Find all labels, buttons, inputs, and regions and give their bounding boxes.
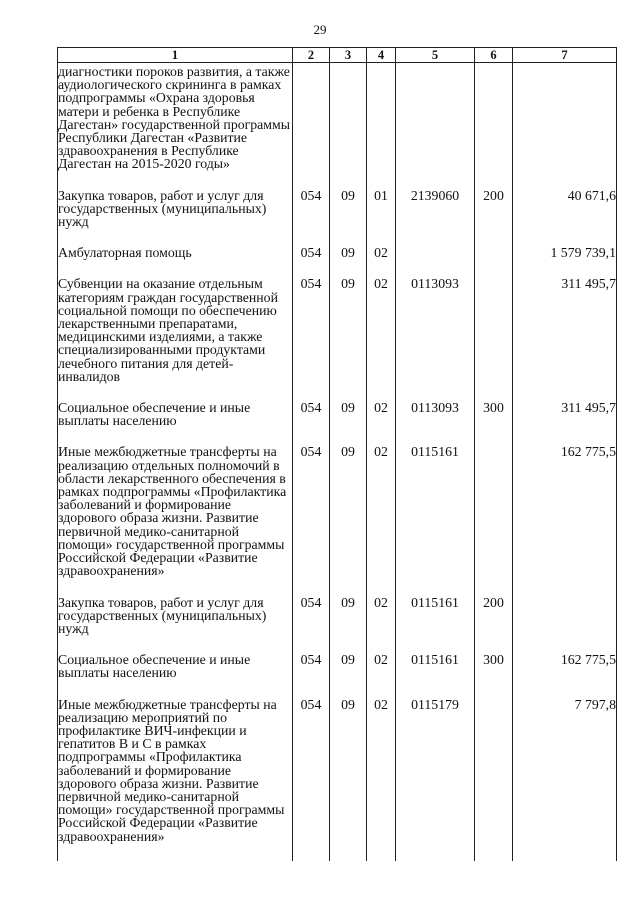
subsection-code: 02 bbox=[367, 401, 396, 445]
subsection-code bbox=[367, 63, 396, 189]
section-code: 09 bbox=[330, 596, 367, 654]
table-row bbox=[58, 401, 617, 445]
target-item-code: 0113093 bbox=[396, 277, 475, 401]
subsection-code: 02 bbox=[367, 653, 396, 697]
ministry-code: 054 bbox=[293, 698, 330, 861]
target-item-code: 2139060 bbox=[396, 189, 475, 247]
target-item-code: 0115161 bbox=[396, 596, 475, 654]
ministry-code bbox=[293, 63, 330, 189]
budget-table bbox=[57, 47, 617, 861]
subsection-code: 02 bbox=[367, 246, 396, 277]
amount: 7 797,8 bbox=[513, 698, 617, 861]
item-name: Иные межбюджетные трансферты на реализацию мероприятий по профилактике ВИЧ-инфекции и гепатитов B и C в рамках подпрограммы «Профилактика заболеваний и формирование здорового образа жизни. Развитие первичной медико-санитарной помощи» государственной программы Российской Федерации «Развитие здравоохранения» bbox=[58, 698, 293, 861]
column-header: 1 bbox=[58, 48, 293, 63]
expense-type-code: 300 bbox=[475, 653, 513, 697]
section-code bbox=[330, 63, 367, 189]
expense-type-code: 200 bbox=[475, 596, 513, 654]
ministry-code: 054 bbox=[293, 653, 330, 697]
expense-type-code: 200 bbox=[475, 189, 513, 247]
column-header: 7 bbox=[513, 48, 617, 63]
section-code: 09 bbox=[330, 401, 367, 445]
item-name: Социальное обеспечение и иные выплаты населению bbox=[58, 653, 293, 697]
subsection-code: 02 bbox=[367, 698, 396, 861]
amount: 162 775,5 bbox=[513, 445, 617, 595]
section-code: 09 bbox=[330, 189, 367, 247]
column-header: 4 bbox=[367, 48, 396, 63]
section-code: 09 bbox=[330, 445, 367, 595]
item-name: Социальное обеспечение и иные выплаты населению bbox=[58, 401, 293, 445]
ministry-code: 054 bbox=[293, 246, 330, 277]
subsection-code: 02 bbox=[367, 596, 396, 654]
table-row bbox=[58, 246, 617, 277]
expense-type-code bbox=[475, 277, 513, 401]
section-code: 09 bbox=[330, 698, 367, 861]
ministry-code: 054 bbox=[293, 596, 330, 654]
item-name: Иные межбюджетные трансферты на реализацию отдельных полномочий в области лекарственного обеспечения в рамках подпрограммы «Профилактика заболеваний и формирование здорового образа жизни. Развитие первичной медико-санитарной помощи» государственной программы Российской Федерации «Развитие здравоохранения» bbox=[58, 445, 293, 595]
target-item-code: 0115179 bbox=[396, 698, 475, 861]
amount: 40 671,6 bbox=[513, 189, 617, 247]
table-row bbox=[58, 596, 617, 654]
amount: 1 579 739,1 bbox=[513, 246, 617, 277]
ministry-code: 054 bbox=[293, 445, 330, 595]
table-row bbox=[58, 189, 617, 247]
amount: 162 775,5 bbox=[513, 653, 617, 697]
subsection-code: 01 bbox=[367, 189, 396, 247]
column-header: 5 bbox=[396, 48, 475, 63]
expense-type-code: 300 bbox=[475, 401, 513, 445]
section-code: 09 bbox=[330, 277, 367, 401]
page-number: 29 bbox=[313, 22, 327, 37]
target-item-code bbox=[396, 246, 475, 277]
target-item-code: 0115161 bbox=[396, 653, 475, 697]
ministry-code: 054 bbox=[293, 401, 330, 445]
table-row bbox=[58, 653, 617, 697]
amount bbox=[513, 596, 617, 654]
column-header: 2 bbox=[293, 48, 330, 63]
expense-type-code bbox=[475, 63, 513, 189]
ministry-code: 054 bbox=[293, 277, 330, 401]
target-item-code bbox=[396, 63, 475, 189]
ministry-code: 054 bbox=[293, 189, 330, 247]
expense-type-code bbox=[475, 698, 513, 861]
item-name: Амбулаторная помощь bbox=[58, 246, 293, 277]
table-row bbox=[58, 63, 617, 189]
target-item-code: 0113093 bbox=[396, 401, 475, 445]
subsection-code: 02 bbox=[367, 445, 396, 595]
item-name: Субвенции на оказание отдельным категориям граждан государственной социальной помощи по обеспечению лекарственными препаратами, медицинскими изделиями, а также специализированными продуктами лечебного питания для детей-инвалидов bbox=[58, 277, 293, 401]
header-row bbox=[58, 48, 617, 63]
table-row bbox=[58, 698, 617, 861]
amount: 311 495,7 bbox=[513, 401, 617, 445]
amount bbox=[513, 63, 617, 189]
item-name: диагностики пороков развития, а также аудиологического скрининга в рамках подпрограммы «Охрана здоровья матери и ребенка в Республике Дагестан» государственной программы Республики Дагестан «Развитие здравоохранения в Республике Дагестан на 2015-2020 годы» bbox=[58, 63, 293, 189]
section-code: 09 bbox=[330, 246, 367, 277]
item-name: Закупка товаров, работ и услуг для государственных (муниципальных) нужд bbox=[58, 189, 293, 247]
expense-type-code bbox=[475, 246, 513, 277]
column-header: 6 bbox=[475, 48, 513, 63]
column-header: 3 bbox=[330, 48, 367, 63]
table-row bbox=[58, 445, 617, 595]
section-code: 09 bbox=[330, 653, 367, 697]
subsection-code: 02 bbox=[367, 277, 396, 401]
amount: 311 495,7 bbox=[513, 277, 617, 401]
expense-type-code bbox=[475, 445, 513, 595]
table-row bbox=[58, 277, 617, 401]
item-name: Закупка товаров, работ и услуг для государственных (муниципальных) нужд bbox=[58, 596, 293, 654]
target-item-code: 0115161 bbox=[396, 445, 475, 595]
